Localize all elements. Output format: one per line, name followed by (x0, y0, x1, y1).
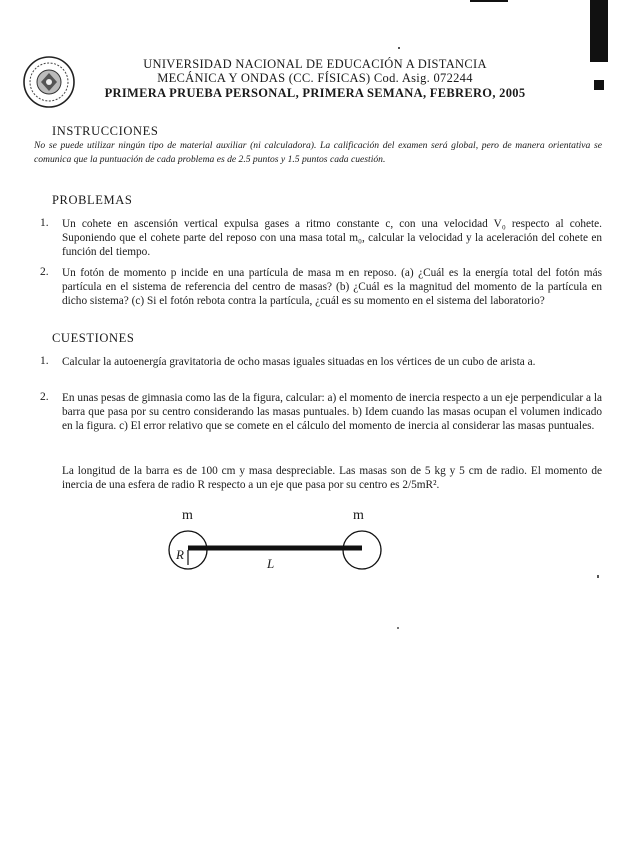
scan-speck (597, 575, 599, 578)
dumbbell-figure (160, 505, 400, 585)
scan-mark-bar (590, 0, 608, 62)
instructions-title: INSTRUCCIONES (52, 124, 159, 138)
problem-number: 1. (40, 217, 49, 229)
problem-number: 2. (40, 266, 49, 278)
header-course: MECÁNICA Y ONDAS (CC. FÍSICAS) Cod. Asig. 072244 (157, 71, 473, 85)
question-number: 1. (40, 355, 49, 367)
question-text: Calcular la autoenergía gravitatoria de ocho masas iguales situadas en los vértices de un cubo de arista a. (62, 356, 536, 368)
scan-speck (397, 627, 399, 629)
scan-speck (398, 47, 400, 49)
scan-mark-top-line (470, 0, 508, 2)
question-extra-text: La longitud de la barra es de 100 cm y masa despreciable. Las masas son de 5 kg y 5 cm de radio. El momento de inercia de una esfera de radio R respecto a un eje que pasa por su centro es 2/5mR². (62, 465, 602, 492)
instructions-text: No se puede utilizar ningún tipo de material auxiliar (ni calculadora). La calificación del examen será global, pero de manera orientativa se comunica que la puntuación de cada problema es de 2.5 puntos y 1.5 puntos cada cuestión. (34, 140, 602, 165)
dumbbell-diagram (160, 505, 400, 585)
problem-text: Un cohete en ascensión vertical expulsa gases a ritmo constante c, con una velocidad V₀ respecto al cohete. Suponiendo que el cohete parte del reposo con una masa total m₀, calcular la velocidad y la aceleración del cohete en función del tiempo. (62, 218, 602, 259)
mass-right-label: m (353, 508, 364, 523)
mass-left-label: m (182, 508, 193, 523)
radius-label: R (176, 547, 184, 562)
length-label: L (267, 556, 275, 571)
university-seal-logo (20, 55, 78, 109)
question-text: En unas pesas de gimnasia como las de la figura, calcular: a) el momento de inercia respecto a un eje perpendicular a la barra que pasa por su centro considerando las masas puntuales. b) Idem cuando las masas ocupan el volumen indicado en la figura. c) El error relativo que se comete en el cálculo del momento de inercia al considerar las masas puntuales. (62, 392, 602, 433)
header-university: UNIVERSIDAD NACIONAL DE EDUCACIÓN A DISTANCIA (143, 57, 487, 71)
question-number: 2. (40, 391, 49, 403)
header-exam: PRIMERA PRUEBA PERSONAL, PRIMERA SEMANA, FEBRERO, 2005 (104, 86, 526, 100)
scan-mark-square (594, 80, 604, 90)
problem-text: Un fotón de momento p incide en una partícula de masa m en reposo. (a) ¿Cuál es la energía total del fotón más partícula en el sistema de referencia del centro de masas? (b) ¿Cuál es la magnitud del momento de la partícula en dicho sistema? (c) Si el fotón rebota contra la partícula, ¿cuál es su momento en el sistema del laboratorio? (62, 267, 602, 308)
questions-title: CUESTIONES (52, 331, 135, 345)
problems-title: PROBLEMAS (52, 193, 133, 207)
